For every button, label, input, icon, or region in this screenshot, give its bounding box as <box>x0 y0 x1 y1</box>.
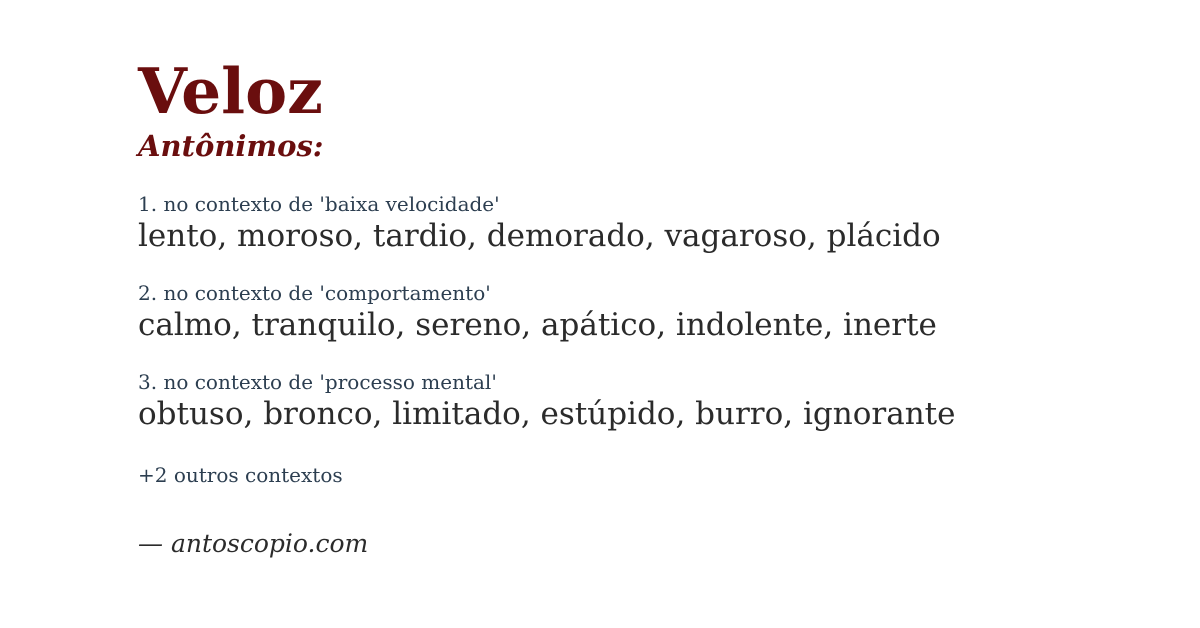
attribution: — antoscopio.com <box>138 529 369 559</box>
more-contexts-link[interactable]: +2 outros contextos <box>138 463 343 488</box>
context-section-2 <box>138 281 1120 344</box>
antonym-card <box>0 54 1200 628</box>
context-label-1: 1. no contexto de 'baixa velocidade' <box>138 191 500 216</box>
antonym-list-3: obtuso, bronco, limitado, estúpido, burro, ignorante <box>138 396 956 433</box>
page-title: Veloz <box>138 54 323 128</box>
antonym-list-1: lento, moroso, tardio, demorado, vagaroso, plácido <box>138 217 941 254</box>
antonym-list-2: calmo, tranquilo, sereno, apático, indolente, inerte <box>138 306 937 343</box>
context-section-3 <box>138 370 1120 433</box>
context-label-2: 2. no contexto de 'comportamento' <box>138 280 491 305</box>
context-label-3: 3. no contexto de 'processo mental' <box>138 370 497 395</box>
antonyms-heading: Antônimos: <box>138 129 324 163</box>
context-section-1 <box>138 192 1120 255</box>
